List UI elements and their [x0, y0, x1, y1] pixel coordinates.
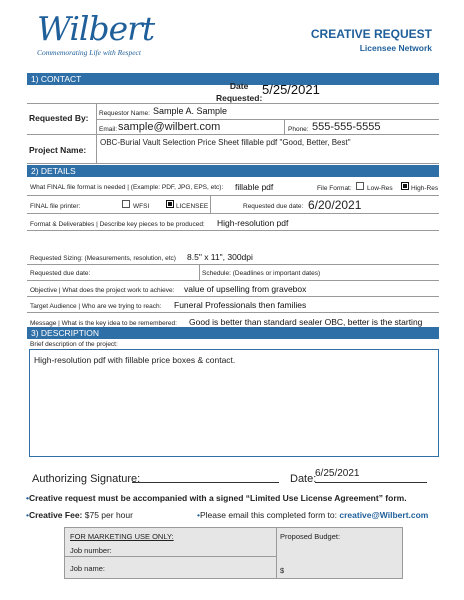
requested-due-date-label: Requested due date:: [243, 203, 304, 210]
divider: [96, 119, 439, 120]
section-details-header: 2) DETAILS: [27, 165, 439, 177]
email-label: Email:: [99, 126, 118, 133]
form-title: CREATIVE REQUEST: [310, 27, 432, 41]
signature-date-label: Date:: [290, 473, 317, 485]
lowres-label: Low-Res: [367, 185, 393, 192]
wfsi-checkbox[interactable]: [122, 200, 130, 208]
audience-label: Target Audience | Who are we trying to reach:: [30, 303, 162, 310]
file-format-label: File Format:: [317, 185, 352, 192]
form-subtitle: Licensee Network: [359, 43, 432, 53]
divider: [276, 527, 277, 579]
budget-dollar: $: [280, 566, 285, 575]
logo-wordmark: Wilbert: [37, 9, 155, 48]
section-description-header: 3) DESCRIPTION: [27, 327, 439, 339]
date-requested-field[interactable]: 5/25/2021: [262, 82, 320, 97]
deliverables-label: Format & Deliverables | Describe key pieces to be produced:: [30, 221, 205, 228]
email-note: •Please email this completed form to: creative@Wilbert.com: [197, 510, 429, 520]
licensee-checkbox[interactable]: [166, 200, 174, 208]
requestor-name-field[interactable]: Sample A. Sample: [153, 106, 228, 116]
logo-tagline: Commemorating Life with Respect: [37, 48, 141, 57]
project-name-label: Project Name:: [29, 145, 87, 155]
divider: [27, 296, 439, 297]
requested-by-label: Requested By:: [29, 113, 89, 123]
phone-label: Phone:: [288, 126, 309, 133]
divider: [210, 195, 211, 213]
objective-field[interactable]: value of upselling from gravebox: [184, 284, 307, 294]
wfsi-label: WFSI: [133, 203, 150, 210]
divider: [284, 119, 285, 134]
divider: [27, 312, 439, 313]
divider: [27, 103, 439, 104]
due-date-label: Requested due date:: [30, 270, 91, 277]
deliverables-field[interactable]: High-resolution pdf: [217, 218, 289, 228]
schedule-label: Schedule: (Deadlines or important dates): [202, 270, 321, 277]
bullet-icon: •: [26, 510, 29, 520]
file-format-needed-label: What FINAL file format is needed | (Example: PDF, JPG, EPS, etc):: [30, 184, 224, 191]
divider: [27, 163, 439, 164]
phone-field[interactable]: 555-555-5555: [312, 121, 381, 133]
divider: [199, 264, 200, 280]
divider: [27, 195, 439, 196]
message-label: Message | What is the key idea to be remembered:: [30, 320, 177, 327]
lowres-checkbox[interactable]: [356, 182, 364, 190]
wilbert-logo: [37, 9, 157, 62]
signature-date-field[interactable]: 6/25/2021: [315, 468, 360, 479]
requestor-name-label: Requestor Name:: [99, 110, 150, 117]
bullet-icon: •: [197, 510, 200, 520]
message-field[interactable]: Good is better than standard sealer OBC, better is the starting: [189, 317, 423, 327]
divider: [27, 264, 439, 265]
date-requested-label: Date Requested:: [216, 81, 263, 103]
bullet-icon: •: [26, 493, 29, 503]
job-name-label: Job name:: [70, 564, 106, 573]
divider: [27, 230, 439, 231]
license-note: •Creative request must be accompanied with a signed “Limited Use License Agreement” form.: [26, 493, 407, 503]
email-field[interactable]: sample@wilbert.com: [118, 121, 221, 133]
divider: [64, 556, 276, 557]
divider: [27, 134, 439, 135]
proposed-budget-label: Proposed Budget:: [280, 532, 341, 541]
highres-label: High-Res: [411, 185, 439, 192]
requested-due-date-field[interactable]: 6/20/2021: [308, 198, 362, 212]
objective-label: Objective | What does the project work to achieve:: [30, 287, 175, 294]
brief-textarea[interactable]: [29, 349, 439, 457]
marketing-header: FOR MARKETING USE ONLY:: [70, 532, 174, 541]
sizing-field[interactable]: 8.5" x 11", 300dpi: [187, 252, 253, 262]
divider: [27, 213, 439, 214]
creative-fee: •Creative Fee: $75 per hour: [26, 510, 133, 520]
printer-label: FINAL file printer:: [30, 203, 81, 210]
file-format-needed-field[interactable]: fillable pdf: [235, 182, 274, 192]
date-line: [315, 482, 427, 483]
licensee-label: LICENSEE: [176, 203, 209, 210]
divider: [27, 280, 439, 281]
brief-label: Brief description of the project:: [30, 341, 118, 348]
highres-checkbox[interactable]: [401, 182, 409, 190]
brief-text: High-resolution pdf with fillable price boxes & contact.: [34, 355, 236, 365]
sizing-label: Requested Sizing: (Measurements, resolution, etc): [30, 255, 176, 262]
audience-field[interactable]: Funeral Professionals then families: [174, 300, 307, 310]
job-number-label: Job number:: [70, 546, 112, 555]
creative-email-link[interactable]: creative@Wilbert.com: [339, 510, 429, 520]
project-name-field[interactable]: OBC-Burial Vault Selection Price Sheet fillable pdf "Good, Better, Best": [100, 138, 351, 147]
authorizing-signature-label: Authorizing Signature:: [32, 473, 141, 485]
section-contact-header: 1) CONTACT: [27, 73, 439, 85]
signature-line[interactable]: [132, 482, 279, 483]
